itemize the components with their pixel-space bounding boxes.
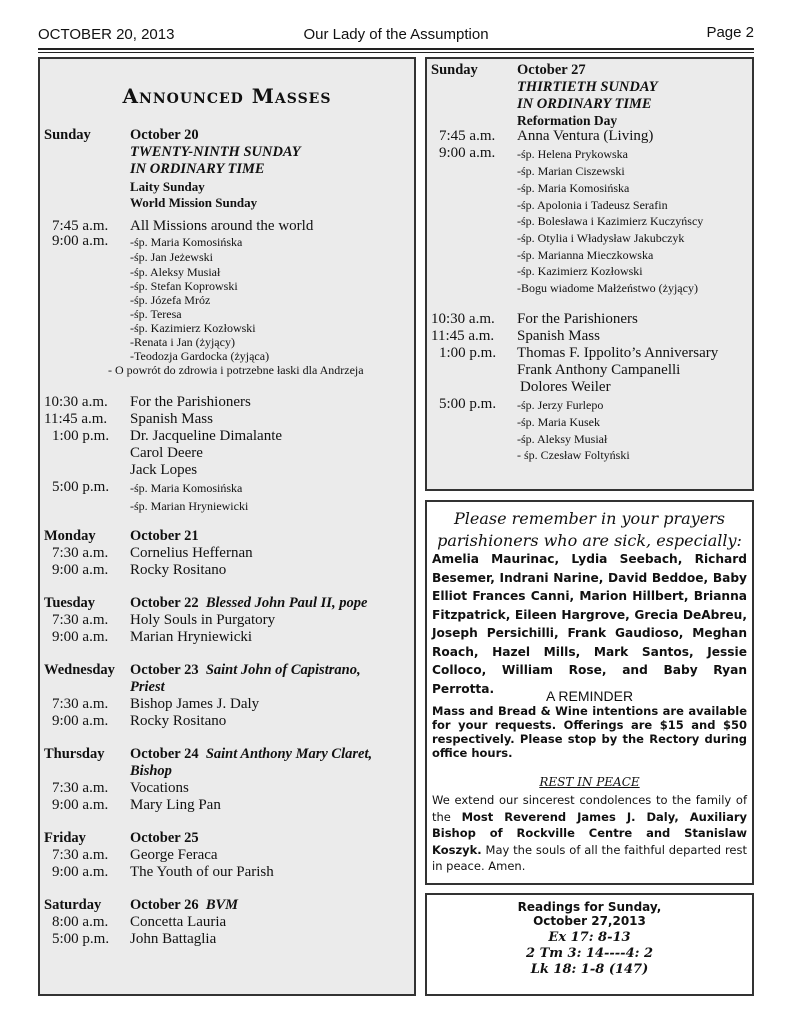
feast-label: Blessed John Paul II, pope [205,595,368,611]
header-rule-thin [38,52,754,53]
reading-citation: 2 Tm 3: 14----4: 2 [526,946,653,961]
mass-time: 9:00 a.m. [52,562,109,578]
date-label: October 25 [130,830,199,846]
date-label: October 24 [130,746,199,762]
page-header [38,24,754,46]
mass-time: 10:30 a.m. [431,311,495,327]
mass-time: 7:30 a.m. [52,545,109,561]
readings-heading: Readings for Sunday, [517,900,662,914]
mass-intention: -śp. Kazimierz Kozłowski [130,321,256,335]
next-sunday-masses-panel [425,57,754,491]
day-label: Wednesday [44,662,115,678]
mass-intention: -Bogu wiadome Małżeństwo (żyjący) [517,281,698,295]
reminder-heading: A REMINDER [545,688,634,704]
mass-time: 5:00 p.m. [439,396,497,412]
page-number: Page 2 [706,24,754,41]
mass-time: 11:45 a.m. [431,328,495,344]
mass-intention: -śp. Apolonia i Tadeusz Serafin [517,198,668,212]
date-label: October 21 [130,528,199,544]
mass-intention: John Battaglia [130,931,217,947]
parish-name: Our Lady of the Assumption [303,26,489,43]
mass-intention: -śp. Maria Komosińska [130,481,243,495]
mass-intention: -śp. Maria Kusek [517,415,600,429]
day-label: Saturday [44,897,102,913]
mass-intention: Frank Anthony Campanelli [517,362,681,378]
mass-intention: -śp. Jan Jeżewski [130,250,213,264]
mass-intention: -Teodozja Gardocka (żyjąca) [130,349,270,363]
date-label: October 22 [130,595,199,611]
mass-intention: For the Parishioners [517,311,638,327]
date-label: October 26 [130,897,199,913]
bulletin-date: OCTOBER 20, 2013 [38,26,175,43]
mass-intention: -śp. Otylia i Władysław Jakubczyk [517,231,685,245]
mass-intention: -śp. Helena Prykowska [517,147,628,161]
mass-intention: Carol Deere [130,445,203,461]
day-label: Sunday [44,127,91,143]
mass-time: 7:45 a.m. [439,128,496,144]
mass-time: 9:00 a.m. [52,864,109,880]
readings-panel [425,893,754,996]
mass-time: 5:00 p.m. [52,931,110,947]
mass-time: 5:00 p.m. [52,479,110,495]
mass-intention: For the Parishioners [130,394,251,410]
mass-intention: -śp. Józefa Mróz [130,293,211,307]
mass-intention: - O powrót do zdrowia i potrzebne łaski dla Andrzeja [108,363,364,377]
feast-label: Saint John of Capistrano, [205,662,361,678]
reading-citation: Ex 17: 8-13 [548,930,631,945]
panel-title: Announced Masses [122,84,332,108]
prayer-heading-line: parishioners who are sick, especially: [437,531,742,550]
sick-list: Amelia Maurinac, Lydia Seebach, Richard Besemer, Indrani Narine, David Beddoe, Baby Elliot Frances Canni, Marion Hillbert, Brianna Fitzpatrick, Eileen Hargrove, Grecia DeAbreu, Joseph Persichilli, Frank Gaudioso, Meghan Roach, Hazel Mills, Mark Santos, Jessie Colloco, William Rose, and Baby Ryan Perrotta. [432,552,747,696]
announced-masses-panel [38,57,416,996]
mass-intention: Dr. Jacqueline Dimalante [130,428,283,444]
mass-time: 9:00 a.m. [52,713,109,729]
mass-intention: Dolores Weiler [520,379,611,395]
header-rule [38,48,754,50]
prayers-and-notices-panel [425,500,754,885]
mass-intention: -śp. Aleksy Musiał [130,265,221,279]
mass-time: 1:00 p.m. [52,428,110,444]
mass-intention: Jack Lopes [130,462,198,478]
mass-time: 9:00 a.m. [52,797,109,813]
mass-time: 11:45 a.m. [44,411,108,427]
mass-intention: -śp. Maria Komosińska [517,181,630,195]
observance: World Mission Sunday [130,195,258,210]
mass-time: 10:30 a.m. [44,394,108,410]
mass-intention: Bishop James J. Daly [130,696,260,712]
readings-date: October 27,2013 [533,914,646,928]
mass-time: 7:45 a.m. [52,218,109,234]
mass-intention: -śp. Marianna Mieczkowska [517,248,654,262]
mass-intention: Anna Ventura (Living) [517,128,654,144]
mass-intention: Cornelius Heffernan [130,545,253,561]
mass-intention: -śp. Bolesława i Kazimierz Kuczyńscy [517,214,704,228]
liturgical-title: IN ORDINARY TIME [130,161,265,177]
day-label: Thursday [44,746,105,762]
mass-intention: -śp. Stefan Koprowski [130,279,238,293]
feast-label: Priest [130,679,165,695]
mass-intention: Concetta Lauria [130,914,227,930]
mass-intention: The Youth of our Parish [130,864,274,880]
feast-label: Saint Anthony Mary Claret, [205,746,373,762]
mass-intention: All Missions around the world [130,218,314,234]
day-label: Friday [44,830,86,846]
feast-label: Bishop [130,763,172,779]
mass-time: 1:00 p.m. [439,345,497,361]
rest-in-peace-heading: REST IN PEACE [539,775,640,789]
mass-intention: -śp. Marian Hryniewicki [130,499,249,513]
mass-time: 7:30 a.m. [52,780,109,796]
mass-intention: -śp. Jerzy Furlepo [517,398,604,412]
condolence-names: Most Reverend James J. Daly, Auxiliary Bishop of Rockville Centre and Stanislaw Koszyk. [432,809,748,857]
feast-label: BVM [205,897,239,913]
mass-time: 9:00 a.m. [52,629,109,645]
condolence-text [432,792,747,875]
mass-intention: -śp. Marian Ciszewski [517,164,625,178]
mass-intention: -śp. Kazimierz Kozłowski [517,264,643,278]
date-label: October 23 [130,662,199,678]
mass-intention: Holy Souls in Purgatory [130,612,276,628]
reminder-text: Mass and Bread & Wine intentions are available for your requests. Offerings are $15 and $50 respectively. Please stop by the Rectory during office hours. [432,704,747,760]
mass-time: 9:00 a.m. [52,233,109,249]
mass-intention: Rocky Rositano [130,713,227,729]
prayer-heading-line: Please remember in your prayers [453,509,726,528]
mass-intention: George Feraca [130,847,218,863]
mass-intention: -Renata i Jan (żyjący) [130,335,235,349]
mass-time: 7:30 a.m. [52,612,109,628]
mass-intention: - śp. Czesław Foltyński [517,448,630,462]
mass-time: 7:30 a.m. [52,696,109,712]
condolence-part: We extend our sincerest condolences to the family of the [432,793,747,824]
mass-intention: -śp. Aleksy Musiał [517,432,608,446]
mass-intention: Vocations [130,780,189,796]
liturgical-title: IN ORDINARY TIME [517,96,652,112]
liturgical-title: TWENTY-NINTH SUNDAY [130,144,301,160]
mass-intention: -śp. Teresa [130,307,182,321]
day-label: Monday [44,528,96,544]
mass-intention: Mary Ling Pan [130,797,221,813]
date-label: October 27 [517,62,586,78]
mass-time: 8:00 a.m. [52,914,109,930]
day-label: Tuesday [44,595,96,611]
date-label: October 20 [130,127,199,143]
observance: Laity Sunday [130,179,205,194]
mass-intention: Spanish Mass [517,328,600,344]
observance: Reformation Day [517,113,618,128]
mass-time: 7:30 a.m. [52,847,109,863]
mass-intention: -śp. Maria Komosińska [130,235,243,249]
day-label: Sunday [431,62,478,78]
condolence-part: May the souls of all the faithful departed rest in peace. Amen. [432,842,747,873]
reading-citation: Lk 18: 1-8 (147) [530,962,649,977]
mass-time: 9:00 a.m. [439,145,496,161]
mass-intention: Thomas F. Ippolito’s Anniversary [517,345,719,361]
mass-intention: Spanish Mass [130,411,213,427]
mass-intention: Marian Hryniewicki [130,629,253,645]
prayer-heading [427,508,752,552]
liturgical-title: THIRTIETH SUNDAY [517,79,658,95]
mass-intention: Rocky Rositano [130,562,227,578]
